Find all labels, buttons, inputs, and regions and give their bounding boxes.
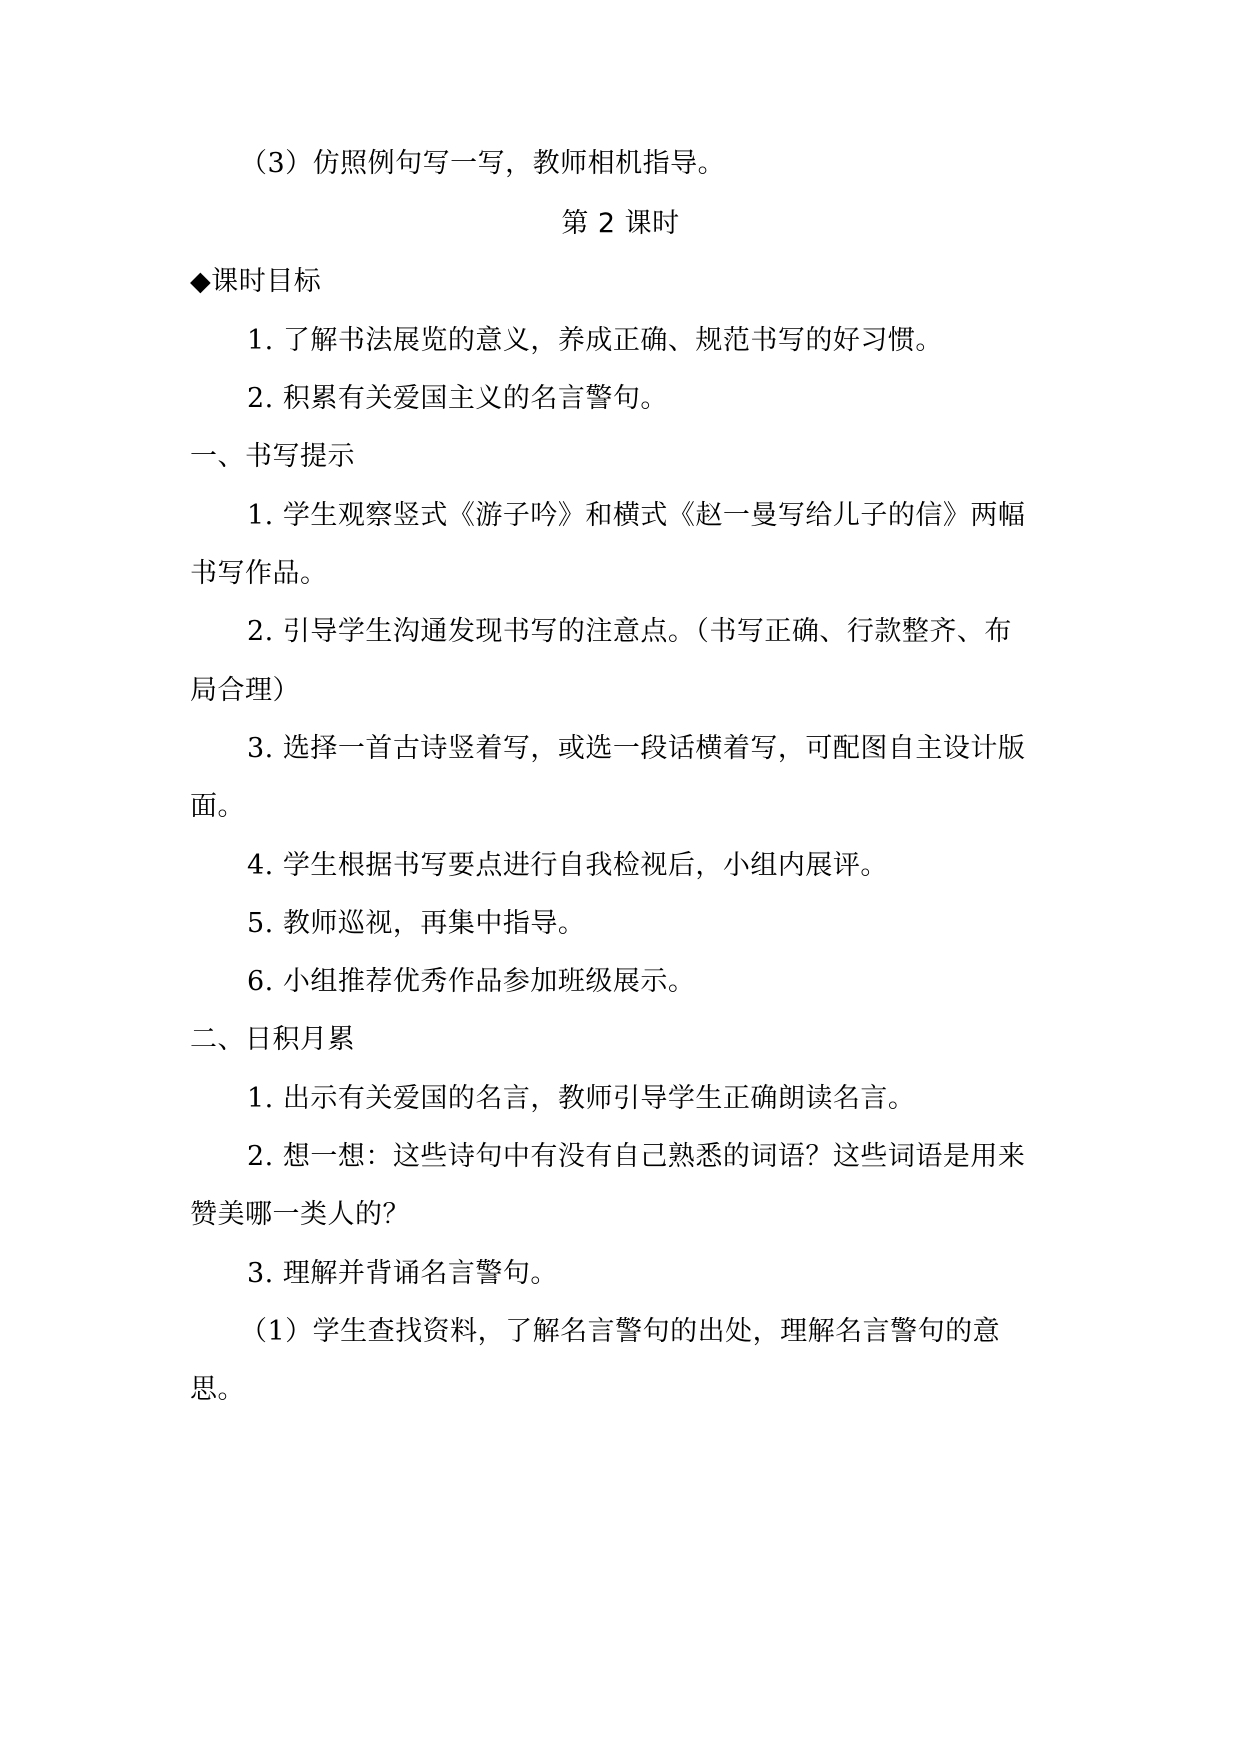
writing-tip-3-line2: 面。 <box>190 791 245 822</box>
accumulation-item-2-line1: 2. 想一想：这些诗句中有没有自己熟悉的词语？这些词语是用来 <box>247 1141 1026 1172</box>
writing-tip-6: 6. 小组推荐优秀作品参加班级展示。 <box>247 966 696 997</box>
goal-item-1: 1. 了解书法展览的意义，养成正确、规范书写的好习惯。 <box>247 325 943 356</box>
writing-tip-4: 4. 学生根据书写要点进行自我检视后，小组内展评。 <box>247 850 888 881</box>
goal-item-2: 2. 积累有关爱国主义的名言警句。 <box>247 383 668 414</box>
accumulation-subitem-1-line2: 思。 <box>190 1374 245 1405</box>
writing-tip-5: 5. 教师巡视，再集中指导。 <box>247 908 586 939</box>
writing-tip-1-line2: 书写作品。 <box>190 558 328 589</box>
lesson-title: 第 2 课时 <box>561 208 680 239</box>
goals-heading: ◆课时目标 <box>190 266 322 297</box>
writing-tip-2-line1: 2. 引导学生沟通发现书写的注意点。（书写正确、行款整齐、布 <box>247 616 1012 647</box>
writing-tip-3-line1: 3. 选择一首古诗竖着写，或选一段话横着写，可配图自主设计版 <box>247 733 1026 764</box>
section-heading-daily-accumulation: 二、日积月累 <box>190 1024 355 1055</box>
writing-tip-1-line1: 1. 学生观察竖式《游子吟》和横式《赵一曼写给儿子的信》两幅 <box>247 500 1026 531</box>
paragraph-imitate-sentence: （3）仿照例句写一写，教师相机指导。 <box>240 148 726 179</box>
accumulation-subitem-1-line1: （1）学生查找资料，了解名言警句的出处，理解名言警句的意 <box>240 1316 1001 1347</box>
writing-tip-2-line2: 局合理） <box>190 675 300 706</box>
accumulation-item-1: 1. 出示有关爱国的名言，教师引导学生正确朗读名言。 <box>247 1083 916 1114</box>
accumulation-item-3: 3. 理解并背诵名言警句。 <box>247 1258 558 1289</box>
section-heading-writing-tips: 一、书写提示 <box>190 441 355 472</box>
accumulation-item-2-line2: 赞美哪一类人的？ <box>190 1199 410 1230</box>
